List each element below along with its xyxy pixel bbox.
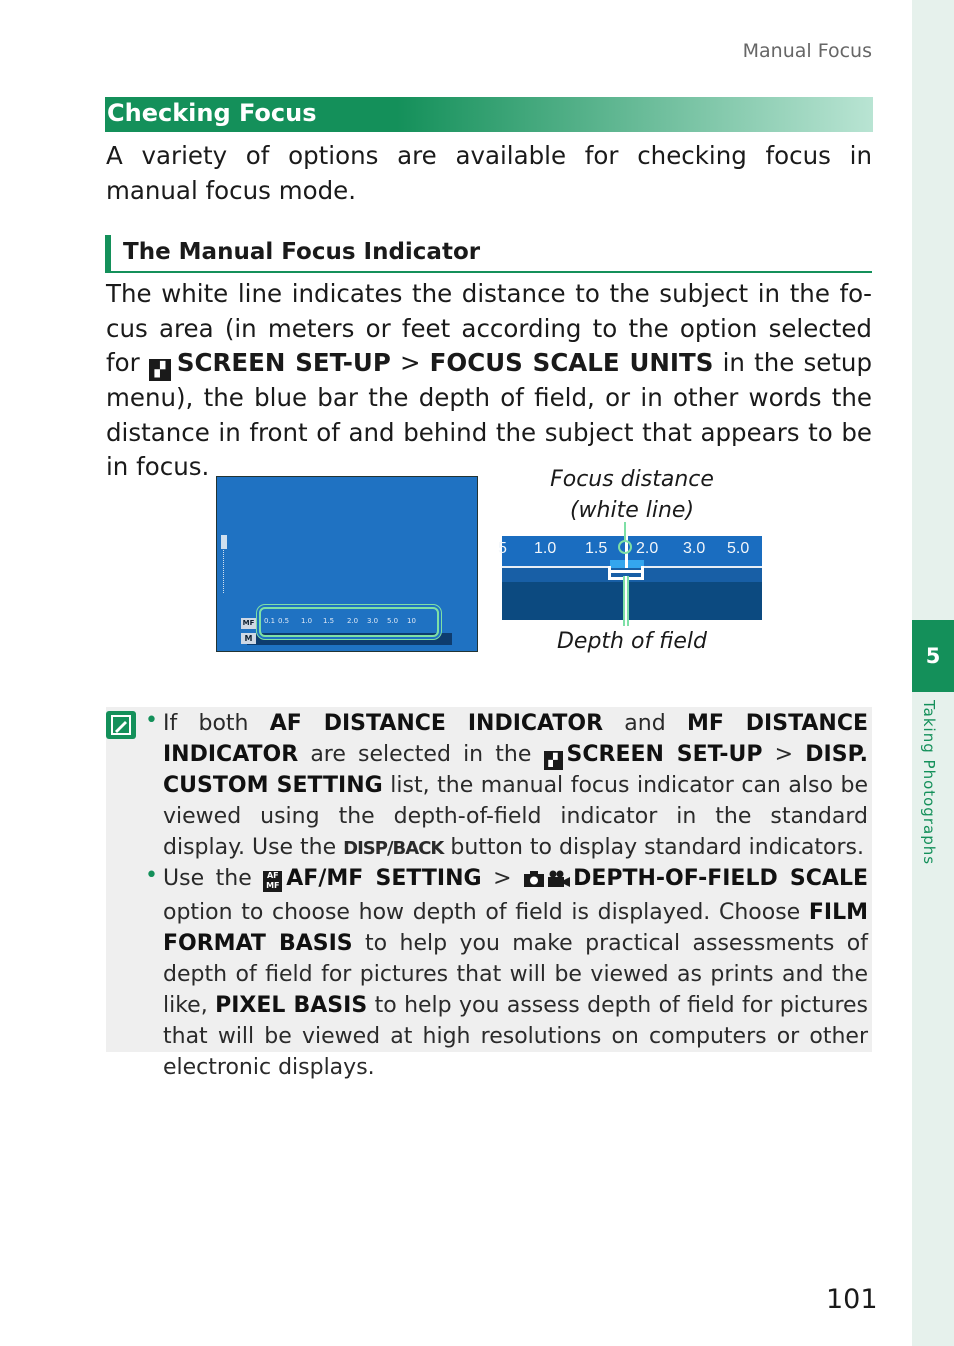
menu-focus-scale-units: FOCUS SCALE UNITS: [429, 348, 714, 377]
subsection-heading: [105, 235, 872, 273]
option-film-format-basis: FILM FORMAT BASIS: [163, 900, 868, 956]
camera-side-marker: [221, 535, 227, 549]
camera-focus-scale: [259, 607, 439, 637]
menu-screen-setup: SCREEN SET-UP: [566, 742, 763, 767]
mf-badge: MF: [242, 619, 255, 627]
focus-callout-circle: [618, 540, 632, 554]
scale-tick: 3.0: [683, 540, 706, 557]
note-item-2: [163, 863, 868, 1083]
scale-tick: 1.5: [323, 617, 335, 625]
note-pencil-icon: [106, 711, 136, 739]
option-pixel-basis: PIXEL BASIS: [215, 993, 368, 1018]
note-text: are selected in the: [298, 742, 544, 767]
menu-separator: >: [762, 742, 806, 767]
caption-line: (white line): [569, 498, 695, 523]
scale-tick: 0.5: [278, 617, 290, 625]
subsection-title: The Manual Focus Indicator: [123, 239, 481, 265]
note-text: If both: [163, 711, 270, 736]
running-head: Manual Focus: [742, 40, 872, 62]
intro-paragraph: A variety of options are available for checking focus in manual focus mode.: [106, 141, 872, 205]
disp-back-button-label: DISP/BACK: [343, 838, 444, 859]
note-text: to help you make practical assessments of depth of field for pictures that will be viewed as prints and the like,: [163, 931, 868, 1018]
setup-menu-icon: ▞: [149, 359, 171, 381]
menu-af-distance-indicator: AF DISTANCE INDICATOR: [269, 711, 604, 736]
chapter-label: Taking Photographs: [920, 700, 938, 866]
note-text: list, the manual focus indicator can also be viewed using the depth-of-field indicator in the standard display. Use the: [163, 773, 868, 860]
caption-line: Focus distance: [550, 467, 714, 492]
note-text: and: [603, 711, 687, 736]
note-text: option to choose how depth of field is displayed. Choose: [163, 900, 809, 925]
menu-mf-distance-indicator: MF DISTANCE INDICATOR: [163, 711, 868, 767]
scale-tick: 1.0: [301, 617, 313, 625]
mf-icon-text: MF: [266, 881, 280, 890]
scale-tick: 5.0: [727, 540, 750, 557]
bullet: •: [145, 863, 158, 888]
menu-screen-setup: SCREEN SET-UP: [176, 348, 391, 377]
dof-callout-leader: [625, 576, 627, 626]
scale-tick: 2.0: [347, 617, 359, 625]
depth-of-field-caption: Depth of field: [556, 629, 708, 654]
af-icon-text: AF: [266, 871, 279, 880]
still-camera-icon: [523, 866, 545, 897]
dof-bracket-line: [608, 570, 644, 573]
focus-distance-caption: [542, 464, 722, 526]
para-text: The white line indicates the distance to the subject in the focus area (in meters or feet according to the option selected for: [106, 279, 872, 377]
page-number: 101: [826, 1284, 878, 1315]
note-item-1: [163, 708, 868, 864]
scale-tick: 5: [498, 540, 507, 557]
subsection-marker: [105, 235, 111, 271]
menu-separator: >: [390, 348, 430, 377]
para-text: in the setup menu), the blue bar the depth of field, or in other words the distance in front of and behind the subject that appears to be in focus.: [106, 348, 873, 481]
note-text: to help you assess depth of field for pictures that will be viewed at high resolutions on computers or other electronic displays.: [163, 993, 868, 1080]
menu-separator: >: [481, 866, 524, 891]
chapter-tab[interactable]: 5: [912, 620, 954, 692]
setup-menu-icon: ▞: [544, 751, 563, 770]
movie-camera-icon: [547, 866, 571, 897]
scale-tick: 5.0: [387, 617, 399, 625]
camera-screen-illustration: [216, 476, 478, 652]
scale-tick: 1.0: [534, 540, 557, 557]
scale-tick: 10: [407, 617, 416, 625]
menu-af-mf-setting: AF/MF SETTING: [286, 866, 482, 891]
scale-tick: 0.1: [264, 617, 276, 625]
menu-disp-custom-setting: DISP. CUSTOM SETTING: [163, 742, 869, 798]
menu-depth-of-field-scale: DEPTH-OF-FIELD SCALE: [573, 866, 868, 891]
note-text: Use the: [163, 866, 264, 891]
scale-tick: 3.0: [367, 617, 379, 625]
scale-tick: 2.0: [636, 540, 659, 557]
indicator-paragraph: [106, 277, 872, 485]
section-heading-bar: [105, 97, 873, 132]
note-text: button to display standard indicators.: [443, 835, 864, 860]
m-badge: M: [241, 633, 256, 644]
scale-tick: 1.5: [585, 540, 608, 557]
section-title: Checking Focus: [107, 99, 317, 127]
bullet: •: [145, 708, 158, 733]
af-mf-menu-icon: [263, 871, 282, 892]
